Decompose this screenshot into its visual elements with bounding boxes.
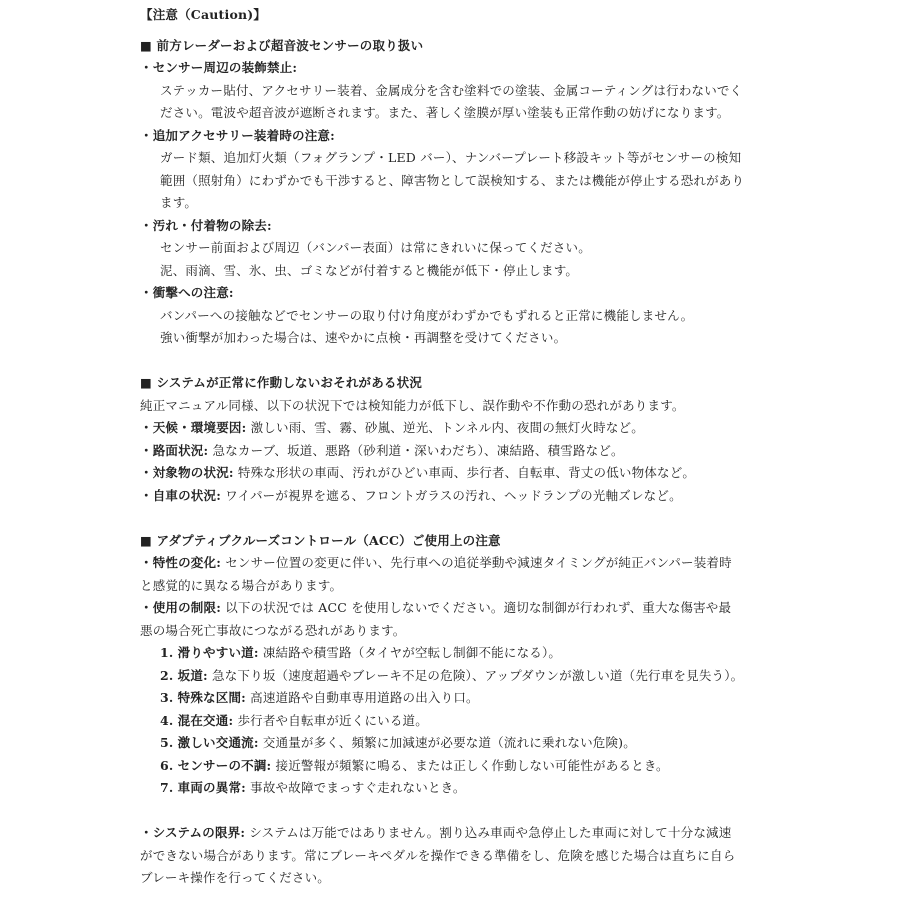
list-item xyxy=(140,665,780,688)
item-label: ・天候・環境要因: xyxy=(140,420,247,435)
item-text-line: ブレーキ操作を行ってください。 xyxy=(140,870,331,885)
item-label: ・センサー周辺の装飾禁止: xyxy=(140,60,298,75)
item-label: ・汚れ・付着物の除去: xyxy=(140,217,272,233)
condition-item-own-vehicle xyxy=(140,485,780,508)
condition-item-object xyxy=(140,462,780,485)
item-label: 混在交通: xyxy=(177,712,234,728)
item-text: 凍結路や積雪路（タイヤが空転し制御不能になる）。 xyxy=(258,645,562,660)
item-text-line: ができない場合があります。常にブレーキペダルを操作できる準備をし、危険を感じた場合は直ちに自ら xyxy=(140,847,736,863)
item-text-line: 範囲（照射角）にわずかでも干渉すると、障害物として誤検知する、または機能が停止する恐れがあり xyxy=(160,172,745,188)
item-text: 高速道路や自動車専用道路の出入り口。 xyxy=(245,690,479,705)
document-title: 【注意（Caution)】 xyxy=(140,7,267,22)
item-text-line: ステッカー貼付、アクセサリー装着、金属成分を含む塗料での塗装、金属コーティングは行わないでく xyxy=(160,82,743,98)
item-label: ・衝撃への注意: xyxy=(140,285,234,300)
item-number: 5. xyxy=(160,735,174,750)
section-heading-malfunction-conditions: ■ システムが正常に作動しないおそれがある状況 xyxy=(140,375,423,390)
list-item xyxy=(140,710,780,733)
item-text: システムは万能ではありません。割り込み車両や急停止した車両に対して十分な減速 xyxy=(245,825,732,840)
sensor-item-dirt xyxy=(140,215,780,283)
item-label: ・特性の変化: xyxy=(140,555,222,570)
item-label: ・対象物の状況: xyxy=(140,465,234,480)
section-heading-sensor-handling: ■ 前方レーダーおよび超音波センサーの取り扱い xyxy=(140,37,424,53)
item-text: ワイパーが視界を遮る、フロントガラスの汚れ、ヘッドランプの光軸ズレなど。 xyxy=(221,487,682,503)
item-line xyxy=(140,552,780,575)
item-text: 特殊な形状の車両、汚れがひどい車両、歩行者、自転車、背丈の低い物体など。 xyxy=(233,465,696,480)
acc-item-system-limits xyxy=(140,822,780,890)
item-label: ・追加アクセサリー装着時の注意: xyxy=(140,127,335,143)
item-text: 激しい雨、雪、霧、砂嵐、逆光、トンネル内、夜間の無灯火時など。 xyxy=(246,420,644,435)
list-item xyxy=(140,777,780,800)
item-text-line: センサー前面および周辺（バンパー表面）は常にきれいに保ってください。 xyxy=(160,240,591,255)
item-text: 接近警報が頻繁に鳴る、または正しく作動しない可能性があるとき。 xyxy=(271,757,669,773)
item-text-line: ださい。電波や超音波が遮断されます。また、著しく塗膜が厚い塗装も正常作動の妨げになります。 xyxy=(160,105,730,120)
item-label: 激しい交通流: xyxy=(177,735,259,750)
item-label: センサーの不調: xyxy=(177,757,272,773)
item-number: 2. xyxy=(160,667,174,683)
spacer xyxy=(140,507,780,530)
condition-item-weather xyxy=(140,417,780,440)
item-text-line: 強い衝撃が加わった場合は、速やかに点検・再調整を受けてください。 xyxy=(160,330,567,345)
item-text-line: と感覚的に異なる場合があります。 xyxy=(140,577,343,593)
item-label: ・システムの限界: xyxy=(140,825,246,840)
acc-numbered-list xyxy=(140,642,780,800)
item-text-line: バンパーへの接触などでセンサーの取り付け角度がわずかでもずれると正常に機能しません。 xyxy=(160,307,694,323)
condition-item-road xyxy=(140,440,780,463)
item-number: 4. xyxy=(160,712,174,728)
item-text: 交通量が多く、頻繁に加減速が必要な道（流れに乗れない危険)。 xyxy=(258,735,636,750)
item-label: 滑りやすい道: xyxy=(177,645,259,660)
item-number: 6. xyxy=(160,757,174,773)
item-text: 以下の状況では ACC を使用しないでください。適切な制御が行われず、重大な傷害や最 xyxy=(221,600,732,615)
sensor-item-impact xyxy=(140,282,780,350)
list-item xyxy=(140,687,780,710)
item-text: 歩行者や自転車が近くにいる道。 xyxy=(233,712,428,728)
list-item xyxy=(140,732,780,755)
item-label: 坂道: xyxy=(177,667,208,683)
spacer xyxy=(140,350,780,373)
item-text: 急なカーブ、坂道、悪路（砂利道・深いわだち）、凍結路、積雪路など。 xyxy=(208,442,624,458)
item-label: 車両の異常: xyxy=(177,780,246,795)
list-item xyxy=(140,642,780,665)
item-line xyxy=(140,597,780,620)
spacer xyxy=(140,800,780,823)
item-text: 急な下り坂（速度超過やブレーキ不足の危険）、アップダウンが激しい道（先行車を見失う）。 xyxy=(207,667,744,683)
item-line xyxy=(140,822,780,845)
item-label: ・使用の制限: xyxy=(140,600,222,615)
item-text-line: ガード類、追加灯火類（フォグランプ・LED バー）、ナンバープレート移設キット等がセンサーの検知 xyxy=(160,150,742,165)
item-number: 7. xyxy=(160,780,174,795)
list-item xyxy=(140,755,780,778)
item-label: ・路面状況: xyxy=(140,442,209,458)
item-text-line: ます。 xyxy=(160,195,198,210)
spacer xyxy=(140,27,780,35)
section-heading-acc: ■ アダプティブクルーズコントロール（ACC）ご使用上の注意 xyxy=(140,532,501,548)
item-label: 特殊な区間: xyxy=(177,690,246,705)
section-intro: 純正マニュアル同様、以下の状況下では検知能力が低下し、誤作動や不作動の恐れがあります。 xyxy=(140,397,685,413)
item-text: 事故や故障でまっすぐ走れないとき。 xyxy=(245,780,466,795)
item-label: ・自車の状況: xyxy=(140,487,222,503)
item-number: 1. xyxy=(160,645,174,660)
caution-document xyxy=(140,0,780,890)
item-text: センサー位置の変更に伴い、先行車への追従挙動や減速タイミングが純正バンパー装着時 xyxy=(221,555,732,570)
acc-item-characteristics xyxy=(140,552,780,597)
item-text-line: 泥、雨滴、雪、氷、虫、ゴミなどが付着すると機能が低下・停止します。 xyxy=(160,262,579,278)
acc-item-restrictions xyxy=(140,597,780,642)
sensor-item-decoration xyxy=(140,57,780,125)
item-number: 3. xyxy=(160,690,174,705)
item-text-line: 悪の場合死亡事故につながる恐れがあります。 xyxy=(140,622,406,638)
sensor-item-accessory xyxy=(140,125,780,215)
